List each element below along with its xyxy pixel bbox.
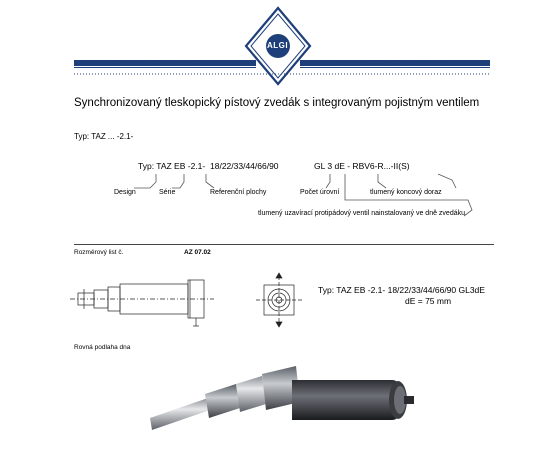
code-part-2: 18/22/33/44/66/90 bbox=[210, 161, 279, 171]
sheet-number: AZ 07.02 bbox=[184, 249, 211, 256]
sheet-label: Rozměrový list č. bbox=[74, 249, 124, 256]
label-damped-stop: tlumený koncový doraz bbox=[370, 189, 442, 196]
label-valve: tlumený uzavírací protipádový ventil nainstalovaný ve dně zvedáku bbox=[258, 210, 466, 217]
code-part-3: GL 3 dE - RBV6-R...-II(S) bbox=[314, 161, 410, 171]
label-levels: Počet úrovní bbox=[300, 189, 340, 196]
logo-text: ALGI bbox=[267, 41, 289, 50]
drawing-type-line1: Typ: TAZ EB -2.1- 18/22/33/44/66/90 GL3dE bbox=[318, 285, 485, 295]
code-part-1: Typ: TAZ EB -2.1- bbox=[138, 161, 206, 171]
label-serie: Série bbox=[159, 189, 176, 196]
label-design: Design bbox=[114, 189, 136, 196]
document-title: Synchronizovaný tleskopický pístový zvedák s integrovaným pojistným ventilem bbox=[74, 97, 480, 109]
floor-note: Rovná podlaha dna bbox=[74, 344, 131, 351]
header-right-text: AUFZUGS KOMPONENTEN bbox=[336, 60, 446, 67]
label-reference: Referenční plochy bbox=[210, 189, 267, 196]
type-short: Typ: TAZ ... -2.1- bbox=[74, 132, 134, 141]
header-left-text: HYDRAULIK SYSTEME bbox=[112, 60, 205, 67]
drawing-type-line2: dE = 75 mm bbox=[405, 296, 452, 306]
